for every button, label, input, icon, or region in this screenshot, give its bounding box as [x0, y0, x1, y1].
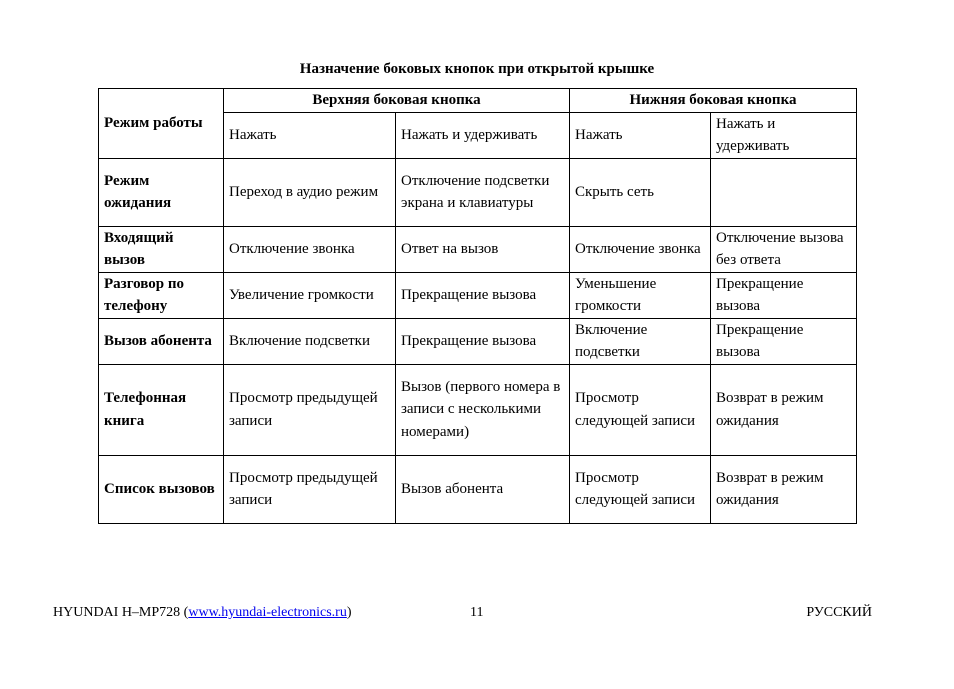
table-row: [99, 272, 857, 318]
cell-lower-hold: Возврат в режим ожидания: [711, 455, 857, 523]
cell-lower-press: Просмотр следующей записи: [570, 455, 711, 523]
table-title: Назначение боковых кнопок при открытой крышке: [299, 61, 655, 77]
cell-upper-press: Переход в аудио режим: [224, 158, 396, 226]
table-row: [99, 455, 857, 523]
cell-upper-hold: Вызов абонента: [396, 455, 570, 523]
table-row: [99, 226, 857, 272]
cell-lower-hold: Отключение вызова без ответа: [711, 226, 857, 272]
mode-header: Режим работы: [99, 89, 224, 159]
row-mode: Список вызовов: [99, 455, 224, 523]
cell-lower-press: Просмотр следующей записи: [570, 364, 711, 455]
cell-upper-hold: Отключение подсветки экрана и клавиатуры: [396, 158, 570, 226]
cell-lower-hold: [711, 158, 857, 226]
footer-brand-prefix: HYUNDAI H–MP728 (: [53, 605, 189, 620]
cell-upper-hold: Прекращение вызова: [396, 272, 570, 318]
cell-upper-press: Включение подсветки: [224, 318, 396, 364]
cell-lower-press: Отключение звонка: [570, 226, 711, 272]
cell-lower-hold: Прекращение вызова: [711, 318, 857, 364]
table-row: [99, 364, 857, 455]
cell-upper-press: Отключение звонка: [224, 226, 396, 272]
footer-website-link[interactable]: www.hyundai-electronics.ru: [188, 605, 347, 620]
row-mode: Разговор по телефону: [99, 272, 224, 318]
row-mode: Режим ожидания: [99, 158, 224, 226]
upper-button-header: Верхняя боковая кнопка: [224, 89, 570, 113]
page-number: 11: [470, 605, 484, 620]
footer-brand: [53, 605, 352, 621]
cell-lower-hold: Прекращение вызова: [711, 272, 857, 318]
cell-upper-hold: Ответ на вызов: [396, 226, 570, 272]
cell-lower-hold: Возврат в режим ожидания: [711, 364, 857, 455]
cell-upper-press: Просмотр предыдущей записи: [224, 455, 396, 523]
lower-button-header: Нижняя боковая кнопка: [570, 89, 857, 113]
cell-upper-hold: Прекращение вызова: [396, 318, 570, 364]
sub-header-upper-hold: Нажать и удерживать: [396, 112, 570, 158]
cell-upper-press: Увеличение громкости: [224, 272, 396, 318]
sub-header-upper-press: Нажать: [224, 112, 396, 158]
cell-upper-hold: Вызов (первого номера в записи с несколькими номерами): [396, 364, 570, 455]
cell-upper-press: Просмотр предыдущей записи: [224, 364, 396, 455]
footer-language: РУССКИЙ: [806, 605, 872, 620]
side-buttons-table: [98, 88, 857, 524]
row-mode: Входящий вызов: [99, 226, 224, 272]
row-mode: Телефонная книга: [99, 364, 224, 455]
row-mode: Вызов абонента: [99, 318, 224, 364]
table-header-row: [99, 89, 857, 113]
cell-lower-press: Скрыть сеть: [570, 158, 711, 226]
sub-header-lower-hold: Нажать и удерживать: [711, 112, 857, 158]
cell-lower-press: Уменьшение громкости: [570, 272, 711, 318]
footer-brand-suffix: ): [346, 605, 352, 620]
sub-header-lower-press: Нажать: [570, 112, 711, 158]
cell-lower-press: Включение подсветки: [570, 318, 711, 364]
table-row: [99, 158, 857, 226]
table-row: [99, 318, 857, 364]
